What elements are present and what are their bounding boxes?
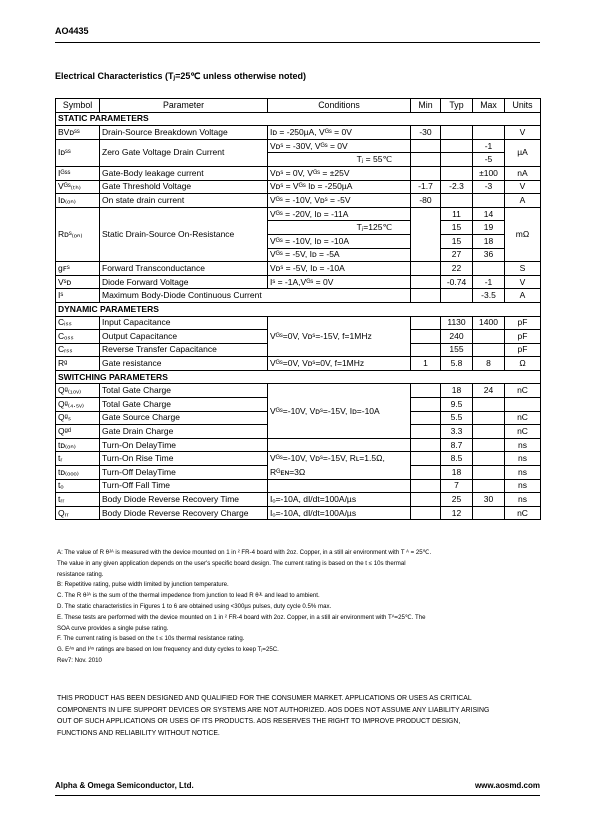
- col-header: Max: [473, 99, 505, 113]
- max-cell: [473, 194, 505, 208]
- conditions-cell: Vᴳˢ=0V, Vᴅˢ=0V, f=1MHz: [268, 357, 411, 371]
- min-cell: [411, 153, 441, 167]
- max-cell: [473, 506, 505, 520]
- typ-cell: 12: [441, 506, 473, 520]
- typ-cell: [441, 126, 473, 140]
- units-cell: ns: [505, 493, 541, 507]
- min-cell: [411, 493, 441, 507]
- symbol-cell: tᵣ: [56, 452, 100, 466]
- symbol-cell: gꜰˢ: [56, 262, 100, 276]
- symbol-cell: tₒ: [56, 479, 100, 493]
- max-cell: 19: [473, 221, 505, 235]
- table-row: [56, 316, 541, 330]
- table-header-row: [56, 99, 541, 113]
- conditions-cell: Vᴳˢ=-10V, Vᴅˢ=-15V, Rʟ=1.5Ω,: [268, 452, 411, 466]
- typ-cell: 8.7: [441, 438, 473, 452]
- footnote-line: E. These tests are performed with the device mounted on 1 in ² FR-4 board with 2oz. Copper, in a still air environment with Tᴬ=25℃. The: [57, 613, 426, 621]
- typ-cell: 240: [441, 330, 473, 344]
- typ-cell: [441, 153, 473, 167]
- website-link[interactable]: www.aosmd.com: [474, 781, 540, 790]
- parameter-cell: Drain-Source Breakdown Voltage: [100, 126, 268, 140]
- parameter-cell: Turn-On DelayTime: [100, 438, 268, 452]
- min-cell: [411, 275, 441, 289]
- min-cell: [411, 398, 441, 412]
- footnote-line: The value in any given application depends on the user's specific board design. The current rating is based on the t ≤ 10s thermal: [57, 559, 406, 567]
- typ-cell: -2.3: [441, 180, 473, 194]
- typ-cell: 25: [441, 493, 473, 507]
- table-row: [56, 357, 541, 371]
- disclaimer-line: FUNCTIONS AND RELIABILITY WITHOUT NOTICE.: [57, 729, 220, 737]
- footnote-line: G. Eᴬˢ and Iᴬˢ ratings are based on low frequency and duty cycles to keep Tⱼ=25C.: [57, 646, 279, 654]
- parameter-cell: Output Capacitance: [100, 330, 268, 344]
- table-row: [56, 139, 541, 153]
- parameter-cell: Total Gate Charge: [100, 398, 268, 412]
- table-row: [56, 289, 541, 303]
- min-cell: [411, 452, 441, 466]
- section-row-static: [56, 112, 541, 126]
- min-cell: [411, 384, 441, 398]
- symbol-cell: Cᵣₛₛ: [56, 343, 100, 357]
- max-cell: ±100: [473, 166, 505, 180]
- typ-cell: 15: [441, 221, 473, 235]
- table-row: [56, 207, 541, 221]
- parameter-cell: Maximum Body-Diode Continuous Current: [100, 289, 411, 303]
- part-number: AO4435: [55, 26, 89, 36]
- symbol-cell: Cₒₛₛ: [56, 330, 100, 344]
- symbol-cell: Qᵍₛ: [56, 411, 100, 425]
- min-cell: 1: [411, 357, 441, 371]
- min-cell: [411, 330, 441, 344]
- section-label: SWITCHING PARAMETERS: [56, 370, 541, 384]
- units-cell: S: [505, 262, 541, 276]
- units-cell: nC: [505, 425, 541, 439]
- conditions-cell: Iˢ = -1A,Vᴳˢ = 0V: [268, 275, 411, 289]
- section-label: DYNAMIC PARAMETERS: [56, 302, 541, 316]
- typ-cell: 11: [441, 207, 473, 221]
- col-header: Conditions: [268, 99, 411, 113]
- section-label: STATIC PARAMETERS: [56, 112, 541, 126]
- min-cell: [411, 506, 441, 520]
- parameter-cell: Gate resistance: [100, 357, 268, 371]
- min-cell: [411, 411, 441, 425]
- min-cell: -80: [411, 194, 441, 208]
- footnote-line: A: The value of R θᴶᴬ is measured with the device mounted on 1 in ² FR-4 board with 2oz. Copper, in a still air environment with T ᴬ = 25℃.: [57, 549, 432, 556]
- company-name: Alpha & Omega Semiconductor, Ltd.: [55, 781, 194, 790]
- revision-line: Rev7: Nov. 2010: [57, 656, 102, 664]
- disclaimer-line: OUT OF SUCH APPLICATIONS OR USES OF ITS PRODUCTS. AOS RESERVES THE RIGHT TO IMPROVE PRODUCT DESIGN,: [57, 718, 461, 725]
- min-cell: [411, 466, 441, 480]
- parameter-cell: On state drain current: [100, 194, 268, 208]
- typ-cell: 7: [441, 479, 473, 493]
- disclaimer-line: COMPONENTS IN LIFE SUPPORT DEVICES OR SYSTEMS ARE NOT AUTHORIZED. AOS DOES NOT ASSUME ANY LIABILITY ARISING: [57, 706, 490, 714]
- typ-cell: [441, 139, 473, 153]
- max-cell: [473, 438, 505, 452]
- max-cell: 30: [473, 493, 505, 507]
- symbol-cell: Iˢ: [56, 289, 100, 303]
- max-cell: -5: [473, 153, 505, 167]
- conditions-cell: Vᴅˢ = 0V, Vᴳˢ = ±25V: [268, 166, 411, 180]
- disclaimer-line: THIS PRODUCT HAS BEEN DESIGNED AND QUALIFIED FOR THE CONSUMER MARKET. APPLICATIONS OR USES AS CRITICAL: [57, 695, 472, 702]
- footnote-line: C. The R θᴶᴬ is the sum of the thermal impedence from junction to lead R θᴶᴸ and lead to ambient.: [57, 592, 320, 600]
- units-cell: [505, 398, 541, 412]
- table-row: [56, 479, 541, 493]
- parameter-cell: Diode Forward Voltage: [100, 275, 268, 289]
- min-cell: [411, 289, 441, 303]
- section-title: Electrical Characteristics (Tⱼ=25℃ unless otherwise noted): [55, 71, 307, 81]
- max-cell: [473, 262, 505, 276]
- units-cell: A: [505, 289, 541, 303]
- symbol-cell: Vˢᴅ: [56, 275, 100, 289]
- max-cell: 36: [473, 248, 505, 262]
- table-row: [56, 126, 541, 140]
- col-header: Parameter: [100, 99, 268, 113]
- table-row: [56, 194, 541, 208]
- table-row: [56, 384, 541, 398]
- symbol-cell: Qᵍ₍₄.₅ᵥ₎: [56, 398, 100, 412]
- typ-cell: 27: [441, 248, 473, 262]
- max-cell: [473, 343, 505, 357]
- symbol-cell: Rᴅˢ₍ₒₙ₎: [56, 207, 100, 261]
- conditions-cell: Vᴳˢ = -10V, Iᴅ = -10A: [268, 234, 411, 248]
- parameter-cell: Input Capacitance: [100, 316, 268, 330]
- units-cell: V: [505, 275, 541, 289]
- max-cell: [473, 479, 505, 493]
- units-cell: pF: [505, 316, 541, 330]
- parameter-cell: Zero Gate Voltage Drain Current: [100, 139, 268, 166]
- conditions-cell: Vᴳˢ=0V, Vᴅˢ=-15V, f=1MHz: [268, 316, 411, 357]
- units-cell: mΩ: [505, 207, 541, 261]
- symbol-cell: Qᵍ₍₁₀ᵥ₎: [56, 384, 100, 398]
- units-cell: V: [505, 180, 541, 194]
- min-cell: [411, 343, 441, 357]
- min-cell: [411, 207, 441, 261]
- table-row: [56, 262, 541, 276]
- conditions-cell: Vᴅˢ = -30V, Vᴳˢ = 0V: [268, 139, 411, 153]
- max-cell: 14: [473, 207, 505, 221]
- units-cell: pF: [505, 330, 541, 344]
- col-header: Typ: [441, 99, 473, 113]
- min-cell: [411, 166, 441, 180]
- parameter-cell: Gate-Body leakage current: [100, 166, 268, 180]
- col-header: Min: [411, 99, 441, 113]
- max-cell: [473, 330, 505, 344]
- symbol-cell: Iᴳˢˢ: [56, 166, 100, 180]
- units-cell: ns: [505, 438, 541, 452]
- units-cell: nC: [505, 384, 541, 398]
- typ-cell: [441, 194, 473, 208]
- units-cell: A: [505, 194, 541, 208]
- table-row: [56, 466, 541, 480]
- units-cell: ns: [505, 479, 541, 493]
- footer-divider: [55, 795, 540, 796]
- max-cell: 18: [473, 234, 505, 248]
- units-cell: µA: [505, 139, 541, 166]
- max-cell: 1400: [473, 316, 505, 330]
- symbol-cell: Iᴅˢˢ: [56, 139, 100, 166]
- parameter-cell: Turn-Off Fall Time: [100, 479, 268, 493]
- footnote-line: resistance rating.: [57, 570, 104, 578]
- symbol-cell: Vᴳˢ₍ₜₕ₎: [56, 180, 100, 194]
- footnote-line: F. The current rating is based on the t ≤ 10s thermal resistance rating.: [57, 635, 245, 643]
- max-cell: [473, 452, 505, 466]
- typ-cell: 18: [441, 384, 473, 398]
- parameter-cell: Reverse Transfer Capacitance: [100, 343, 268, 357]
- conditions-cell: Vᴳˢ = -20V, Iᴅ = -11A: [268, 207, 411, 221]
- typ-cell: 5.8: [441, 357, 473, 371]
- units-cell: V: [505, 126, 541, 140]
- section-row-switching: [56, 370, 541, 384]
- units-cell: nC: [505, 411, 541, 425]
- typ-cell: 22: [441, 262, 473, 276]
- symbol-cell: tᴅ₍ₒₙ₎: [56, 438, 100, 452]
- conditions-cell: [268, 479, 411, 493]
- footnote-line: SOA curve provides a single pulse rating.: [57, 624, 169, 632]
- parameter-cell: Gate Drain Charge: [100, 425, 268, 439]
- units-cell: ns: [505, 452, 541, 466]
- conditions-cell: Tⱼ = 55℃: [268, 153, 411, 167]
- typ-cell: [441, 289, 473, 303]
- min-cell: [411, 262, 441, 276]
- conditions-cell: Iᴅ = -250µA, Vᴳˢ = 0V: [268, 126, 411, 140]
- max-cell: [473, 398, 505, 412]
- conditions-cell: Vᴳˢ = -5V, Iᴅ = -5A: [268, 248, 411, 262]
- typ-cell: 155: [441, 343, 473, 357]
- min-cell: [411, 425, 441, 439]
- conditions-cell: Iₒ=-10A, dI/dt=100A/µs: [268, 506, 411, 520]
- typ-cell: 3.3: [441, 425, 473, 439]
- conditions-cell: Vᴅˢ = Vᴳˢ Iᴅ = -250µA: [268, 180, 411, 194]
- symbol-cell: BVᴅˢˢ: [56, 126, 100, 140]
- max-cell: -3.5: [473, 289, 505, 303]
- max-cell: [473, 126, 505, 140]
- table-row: [56, 438, 541, 452]
- units-cell: pF: [505, 343, 541, 357]
- conditions-cell: Vᴳˢ=-10V, Vᴅˢ=-15V, Iᴅ=-10A: [268, 384, 411, 438]
- max-cell: 8: [473, 357, 505, 371]
- max-cell: [473, 425, 505, 439]
- units-cell: Ω: [505, 357, 541, 371]
- section-row-dynamic: [56, 302, 541, 316]
- footnotes: [57, 548, 527, 667]
- table-row: [56, 452, 541, 466]
- col-header: Symbol: [56, 99, 100, 113]
- typ-cell: 15: [441, 234, 473, 248]
- table-row: [56, 493, 541, 507]
- typ-cell: 8.5: [441, 452, 473, 466]
- max-cell: -1: [473, 139, 505, 153]
- conditions-cell: Vᴅˢ = -5V, Iᴅ = -10A: [268, 262, 411, 276]
- table-row: [56, 275, 541, 289]
- conditions-cell: Iₒ=-10A, dI/dt=100A/µs: [268, 493, 411, 507]
- table-row: [56, 166, 541, 180]
- max-cell: 24: [473, 384, 505, 398]
- parameter-cell: Gate Threshold Voltage: [100, 180, 268, 194]
- parameter-cell: Body Diode Reverse Recovery Time: [100, 493, 268, 507]
- typ-cell: [441, 166, 473, 180]
- parameter-cell: Turn-On Rise Time: [100, 452, 268, 466]
- symbol-cell: Iᴅ₍ₒₙ₎: [56, 194, 100, 208]
- units-cell: nC: [505, 506, 541, 520]
- parameter-cell: Body Diode Reverse Recovery Charge: [100, 506, 268, 520]
- typ-cell: 9.5: [441, 398, 473, 412]
- min-cell: -30: [411, 126, 441, 140]
- parameter-cell: Total Gate Charge: [100, 384, 268, 398]
- symbol-cell: Qᵣᵣ: [56, 506, 100, 520]
- min-cell: [411, 479, 441, 493]
- header-divider: [55, 42, 540, 43]
- parameter-cell: Gate Source Charge: [100, 411, 268, 425]
- disclaimer: [57, 693, 537, 739]
- conditions-cell: Tⱼ=125℃: [268, 221, 411, 235]
- typ-cell: 5.5: [441, 411, 473, 425]
- max-cell: [473, 466, 505, 480]
- min-cell: [411, 438, 441, 452]
- conditions-cell: Vᴳˢ = -10V, Vᴅˢ = -5V: [268, 194, 411, 208]
- min-cell: -1.7: [411, 180, 441, 194]
- typ-cell: 1130: [441, 316, 473, 330]
- typ-cell: 18: [441, 466, 473, 480]
- parameter-cell: Turn-Off DelayTime: [100, 466, 268, 480]
- min-cell: [411, 139, 441, 153]
- conditions-cell: Rᴳᴇɴ=3Ω: [268, 466, 411, 480]
- units-cell: ns: [505, 466, 541, 480]
- symbol-cell: Cᵢₛₛ: [56, 316, 100, 330]
- footnote-line: D. The static characteristics in Figures 1 to 6 are obtained using <300µs pulses, duty cycle 0.5% max.: [57, 602, 332, 610]
- symbol-cell: tᴅ₍ₒₒₒ₎: [56, 466, 100, 480]
- parameter-cell: Forward Transconductance: [100, 262, 268, 276]
- symbol-cell: Rᵍ: [56, 357, 100, 371]
- max-cell: -1: [473, 275, 505, 289]
- units-cell: nA: [505, 166, 541, 180]
- symbol-cell: tᵣᵣ: [56, 493, 100, 507]
- min-cell: [411, 316, 441, 330]
- typ-cell: -0.74: [441, 275, 473, 289]
- footnote-line: B: Repetitive rating, pulse width limited by junction temperature.: [57, 581, 229, 589]
- max-cell: [473, 411, 505, 425]
- table-row: [56, 506, 541, 520]
- table-row: [56, 180, 541, 194]
- conditions-cell: [268, 438, 411, 452]
- col-header: Units: [505, 99, 541, 113]
- parameter-cell: Static Drain-Source On-Resistance: [100, 207, 268, 261]
- max-cell: -3: [473, 180, 505, 194]
- electrical-characteristics-table: [55, 98, 541, 520]
- symbol-cell: Qᵍᵈ: [56, 425, 100, 439]
